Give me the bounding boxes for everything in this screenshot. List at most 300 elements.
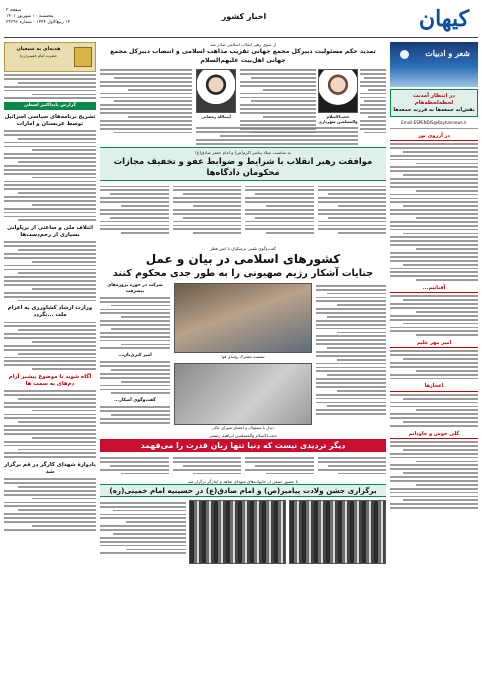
text-line [245,186,314,188]
text-line [245,457,314,459]
text-line [390,319,478,321]
text-line [318,201,387,203]
raisi-story-body [100,283,386,433]
text-line [111,392,171,394]
text-line [4,445,96,447]
text-line [100,228,169,230]
text-line [4,181,96,183]
text-line [32,288,96,290]
text-line [316,382,386,384]
text-line [173,201,242,203]
text-line [364,77,386,79]
raisi-headline-2: جنایات آشکار رژیم صهیونی را به طور جدی محکوم کنند [112,267,374,279]
text-line [18,138,96,140]
body-text [4,390,96,458]
text-line [390,147,478,149]
text-line [18,449,96,451]
text-line [327,316,387,318]
body-text [390,350,478,379]
raisi-headline-1: کشورهای اسلامی در بیان و عمل [145,251,341,266]
text-line [266,205,314,207]
text-line [240,120,316,122]
text-line [416,163,478,165]
text-line [240,69,316,71]
text-line [360,108,386,110]
text-line [18,509,96,511]
text-line [100,225,169,227]
text-line [240,73,316,75]
pardon-headline: موافقت رهبر انقلاب با شرایط و ضوابط عفو و تخفیف مجازات محکومان دادگاه‌ها [113,155,373,177]
text-line [193,232,241,234]
text-line [193,205,241,207]
text-line [100,545,186,547]
top-col-text [100,67,192,135]
text-line [4,505,96,507]
text-line [100,332,170,334]
text-line [4,517,96,519]
text-column [318,184,387,244]
text-line [390,457,478,459]
text-column [245,455,314,477]
text-line [100,209,169,211]
text-line [196,131,358,133]
text-line [390,441,478,443]
text-line [390,402,478,404]
text-line [121,344,170,346]
text-line [390,307,478,309]
text-line [4,146,96,148]
text-line [32,437,96,439]
text-line [337,390,386,392]
text-line [4,134,96,136]
text-line [113,510,186,512]
portrait-photo-1 [318,69,358,113]
raisi-kicker: گفت‌وگوی تلفنی پزشکیان با امیر قطر [210,245,276,251]
text-line [316,339,386,341]
text-line [403,174,478,176]
text-line [121,473,169,475]
text-line [128,89,192,91]
text-line [368,89,386,91]
text-line [390,378,478,380]
text-line [4,184,96,186]
bottom-kicker: با حضور جمعی از خانواده‌های شهدای شاهد و ایثارگر برگزار شد [187,478,299,484]
text-line [100,312,170,314]
text-line [121,316,170,318]
pardon-banner [100,147,386,180]
text-line [316,320,386,322]
text-line [4,284,96,286]
text-line [360,128,386,130]
text-line [100,69,192,71]
text-line [316,394,386,396]
body-text [4,241,96,301]
text-line [4,280,96,282]
left-column [4,42,96,694]
text-line [110,217,168,219]
text-line [403,421,478,423]
text-line [266,232,314,234]
text-line [173,225,242,227]
body-text [4,130,96,221]
text-line [100,469,169,471]
text-line [173,197,242,199]
text-line [100,377,170,379]
text-line [110,193,168,195]
text-line [100,213,169,215]
text-line [4,364,96,366]
ceremony-photo-1 [289,500,386,564]
body-text [390,441,478,509]
right-column [390,42,478,694]
headline-4: آگاه شوید با موضوع پیشبر آرام دم‌های به سمت ها [8,374,92,388]
text-line [4,130,96,132]
text-line [390,268,478,270]
text-line [251,77,316,79]
text-line [390,166,478,168]
text-line [316,355,386,357]
main-content [100,42,386,694]
text-line [32,368,96,370]
text-line [360,112,386,114]
text-line [4,345,96,347]
text-line [390,503,478,505]
gift-icon [74,47,92,67]
text-line [328,217,386,219]
text-line [316,378,386,380]
text-line [121,205,169,207]
text-column [245,184,314,244]
top-col-text [360,67,386,135]
text-line [316,402,386,404]
text-line [390,464,478,466]
headline-1: تشریح برنامه‌های سیاسی اسرائیل توسط عربستان و امارات [4,113,96,127]
pardon-body [100,184,386,244]
text-line [390,362,478,364]
gift-banner [4,42,96,72]
text-line [100,537,186,539]
text-line [4,349,96,351]
text-line [368,116,386,118]
text-line [390,480,478,482]
text-line [316,308,386,310]
text-line [196,139,358,141]
text-line [360,73,386,75]
text-line [4,97,96,99]
text-line [4,78,96,80]
bottom-body [100,500,386,564]
text-line [416,461,478,463]
text-line [390,194,478,196]
text-line [266,473,314,475]
text-line [196,143,358,145]
text-line [364,100,386,102]
text-line [100,81,192,83]
text-line [416,190,478,192]
text-line [173,221,242,223]
text-line [4,208,96,210]
text-line [100,120,192,122]
text-line [316,363,386,365]
text-line [4,452,96,454]
text-line [390,213,478,215]
section-heading-2: آفتابیم... [390,284,478,293]
text-line [32,410,96,412]
text-line [111,305,171,307]
email-line[interactable]: Email:ESPENDIS@Kayhannews.ir [390,117,478,129]
text-line [390,201,478,203]
text-line [100,197,169,199]
text-line [4,142,96,144]
ceremony-photo-2 [189,500,286,564]
page-number: صفحه ۳ [6,8,22,13]
text-line [100,517,186,519]
promo-caption: شعر و ادبیات [425,48,470,58]
text-line [114,132,192,134]
quote-kicker: حجت‌الاسلام والمسلمین ابراهیم رئیسی [208,432,278,438]
text-line [390,186,478,188]
text-line [360,69,386,71]
text-line [183,193,241,195]
text-line [100,389,170,391]
text-column [100,455,169,477]
text-line [100,347,170,349]
text-line [126,521,186,523]
text-line [263,116,316,118]
text-line [390,303,478,305]
text-line [337,359,386,361]
text-line [390,496,478,498]
text-line [240,97,316,99]
text-line [390,374,478,376]
text-line [4,188,96,190]
text-line [316,398,386,400]
text-line [100,324,170,326]
text-line [316,300,386,302]
text-line [4,169,96,171]
text-line [318,225,387,227]
text-line [4,322,96,324]
text-line [390,492,478,494]
section-title: اخبار کشور [221,12,267,21]
inner-headline-3: گفت‌وگوی آشکار... [114,398,156,404]
text-line [18,192,96,194]
text-line [390,178,478,180]
text-line [100,506,186,508]
text-line [327,293,387,295]
text-line [4,337,96,339]
text-line [100,128,192,130]
text-line [245,201,314,203]
text-line [173,186,242,188]
text-line [416,334,478,336]
text-line [338,205,386,207]
text-line [318,209,387,211]
kayhan-logo: کیهان [418,6,470,32]
text-line [245,197,314,199]
text-line [220,135,358,137]
text-line [318,469,387,471]
text-line [196,127,358,129]
text-line [316,367,386,369]
text-line [100,385,170,387]
text-line [360,120,386,122]
text-line [18,486,96,488]
text-line [390,315,478,317]
text-line [121,232,169,234]
promo-image [390,42,478,87]
text-line [111,328,171,330]
text-line [100,124,192,126]
text-line [316,409,386,411]
text-line [403,472,478,474]
text-line [100,108,192,110]
text-line [245,209,314,211]
text-line [360,81,386,83]
text-line [113,533,186,535]
text-line [4,402,96,404]
section-heading-3: امیر مهر علیم [390,339,478,348]
text-line [121,381,170,383]
text-line [360,104,386,106]
banner-title: هدیه‌ای به شیعیان [16,46,61,52]
text-line [316,351,386,353]
text-line [245,228,314,230]
text-line [338,473,386,475]
text-column [100,184,169,244]
text-line [327,374,387,376]
text-line [100,97,192,99]
text-line [390,252,478,254]
text-line [364,132,386,134]
text-line [390,225,478,227]
text-column [173,184,242,244]
text-line [100,514,186,516]
text-line [316,297,386,299]
text-line [4,216,96,218]
text-line [403,151,478,153]
text-line [4,86,96,88]
text-line [100,410,170,412]
text-line [245,469,314,471]
text-line [390,468,478,470]
text-line [316,328,386,330]
headline-3: وزارت ارشاد کشاورزی به اعزام ملت ...نگردد [7,305,93,319]
text-line [100,301,170,303]
text-line [128,116,192,118]
body-text [4,478,96,530]
text-line [32,261,96,263]
text-line [4,200,96,202]
text-line [390,271,478,273]
text-column [100,500,186,564]
text-line [111,414,171,416]
text-line [110,465,168,467]
text-line [4,276,96,278]
text-line [32,94,96,96]
text-line [4,269,96,271]
text-line [390,406,478,408]
date-line-2: ۱۴ ربیع‌الاول ۱۴۴۴ - شماره ۲۳۲۹۶ [6,20,71,25]
text-line [100,104,192,106]
text-line [4,529,96,531]
text-line [390,198,478,200]
text-line [337,304,386,306]
text-line [245,221,314,223]
text-line [4,417,96,419]
text-line [4,212,96,214]
text-line [173,461,242,463]
text-line [328,193,386,195]
text-line [403,358,478,360]
text-line [390,240,478,242]
text-line [240,112,316,114]
text-line [245,213,314,215]
text-line [183,465,241,467]
photo-caption-1: نشست مشترک رؤسای قوا [221,353,265,359]
text-line [4,265,96,267]
body-text [390,295,478,336]
text-line [100,422,170,424]
text-line [4,357,96,359]
text-line [193,473,241,475]
text-line [316,386,386,388]
text-line [100,406,170,408]
text-line [18,398,96,400]
text-line [32,204,96,206]
text-line [390,330,478,332]
text-line [100,418,170,420]
text-line [114,77,192,79]
text-line [316,413,386,415]
text-line [318,213,387,215]
text-line [100,189,169,191]
top-headline: تمدید حکم مسئولیت دبیرکل مجمع جهانی تقریب مذاهب اسلامی و انتصاب دبیرکل مجمع جهانی اهل‌بیت علیهم‌السلام [110,48,376,65]
body-text [4,322,96,370]
text-line [318,457,387,459]
text-line [360,85,386,87]
text-line [360,97,386,99]
text-line [18,249,96,251]
text-line [173,457,242,459]
text-line [173,213,242,215]
text-line [4,433,96,435]
meeting-photo-2 [174,363,312,425]
text-line [390,159,478,161]
text-line [4,360,96,362]
text-line [100,541,186,543]
text-line [4,482,96,484]
text-line [100,529,186,531]
text-line [18,219,96,221]
text-line [327,405,387,407]
text-line [4,173,96,175]
section-bar: گزارش بایداکتبر اسطی [4,102,96,110]
text-line [4,490,96,492]
text-line [403,323,478,325]
text-line [100,112,192,114]
text-line [390,507,478,509]
text-line [403,499,478,501]
text-line [316,343,386,345]
text-line [416,311,478,313]
text-line [100,186,169,188]
text-line [403,264,478,266]
text-line [4,429,96,431]
text-line [403,205,478,207]
masthead [4,4,478,38]
text-line [100,552,186,554]
